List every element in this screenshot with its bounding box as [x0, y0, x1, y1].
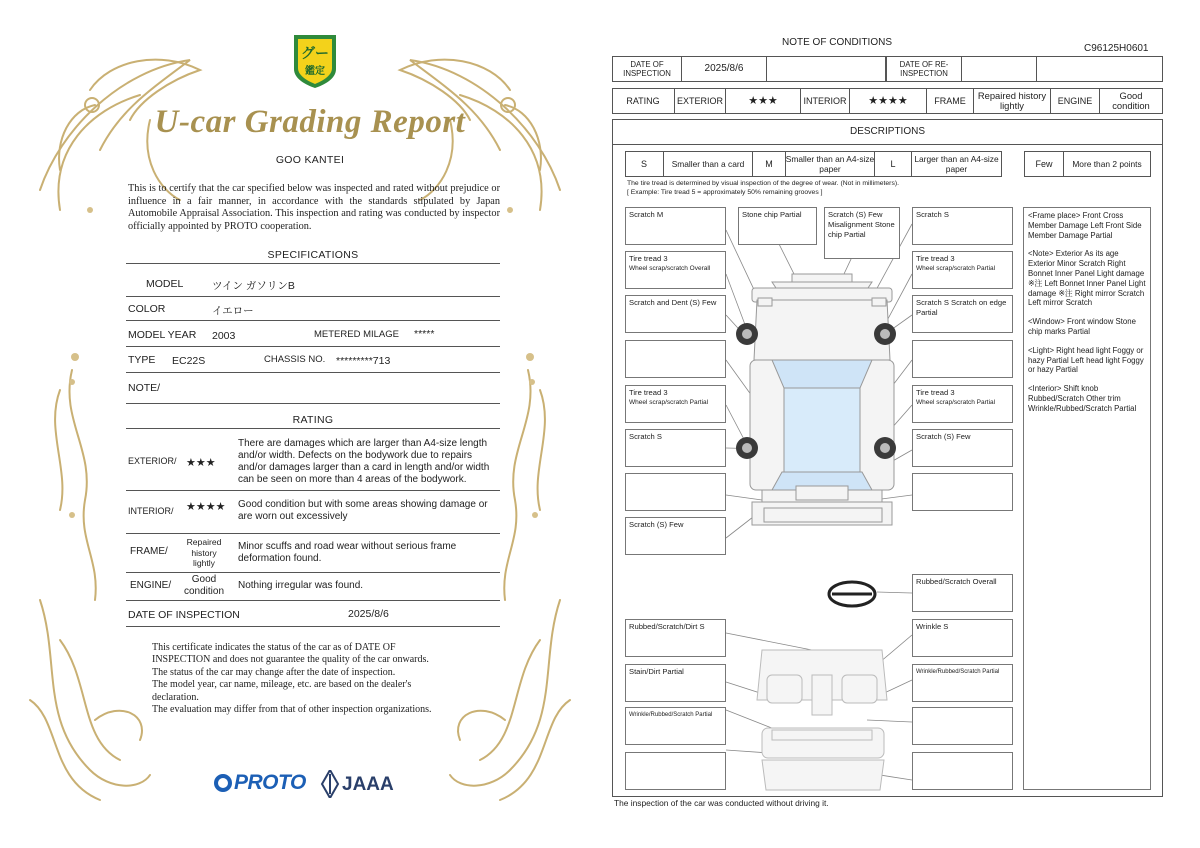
spec-row-note — [126, 372, 500, 404]
date-label: DATE OF INSPECTION — [128, 609, 240, 621]
conditions-code: C96125H0601 — [1084, 43, 1149, 54]
exterior-stars: ★★★ — [186, 457, 216, 469]
goo-kantei-badge — [288, 31, 342, 89]
label-text: Scratch and Dent (S) Few — [629, 298, 717, 307]
engine-value: Good condition — [183, 574, 225, 597]
date-value: 2025/8/6 — [348, 608, 389, 620]
rating-top-rule — [126, 427, 500, 429]
interior-stars-header: ★★★★ — [868, 94, 908, 107]
footer-line: The status of the car may change after the date of inspection. — [152, 666, 396, 678]
color-label: COLOR — [128, 303, 166, 315]
footer-line: The model year, car name, mileage, etc. are based on the dealer's — [152, 679, 412, 691]
note-label: NOTE/ — [128, 382, 161, 394]
damage-label — [824, 207, 900, 259]
chassis-label: CHASSIS NO. — [264, 354, 326, 365]
certificate-intro: This is to certify that the car specified below was inspected and rated without prejudice or influence in a fair manner, in accordance with the standards stipulated by Japan Automobile Appraisal Association. This inspection and rating was conducted by inspector officially appointed by PROTO cooperation. — [128, 183, 500, 232]
desc-light: <Light> Right head light Foggy or hazy Partial Left head light Foggy or hazy Partial — [1028, 345, 1144, 375]
label-text: Scratch S — [629, 432, 662, 441]
interior-stars: ★★★★ — [186, 501, 226, 513]
rating-label: RATING — [626, 95, 660, 106]
frame-label-header: FRAME — [934, 95, 966, 106]
rating-row-date — [126, 600, 500, 627]
proto-logo-icon — [214, 774, 232, 792]
specifications-heading: SPECIFICATIONS — [267, 249, 359, 261]
damage-label — [625, 385, 726, 423]
model-label: MODEL — [146, 278, 184, 290]
metered-milage-label: METERED MILAGE — [314, 329, 399, 340]
rating-row-engine — [126, 572, 500, 601]
exterior-stars-header: ★★★ — [748, 94, 778, 107]
frame-label: FRAME/ — [130, 546, 168, 557]
legend-l-text: Larger than an A4-size paper — [914, 153, 999, 174]
legend-m: M — [765, 158, 773, 169]
date-empty-cell — [766, 56, 886, 82]
badge-text-bottom: 鑑定 — [305, 66, 325, 77]
damage-label — [912, 473, 1013, 511]
frame-value: Repaired history lightly — [186, 537, 222, 568]
color-value: イエロー — [212, 305, 254, 317]
spec-row-model-year — [126, 320, 500, 347]
footer-line: The evaluation may differ from that of other inspection organizations. — [152, 704, 432, 716]
footer-line: declaration. — [152, 691, 199, 703]
label-text: Tire tread 3 — [629, 388, 668, 397]
label-text: Tire tread 3 — [916, 388, 955, 397]
label-text: Wheel scrap/scratch Partial — [916, 265, 996, 272]
label-text: Wheel scrap/scratch Overall — [629, 265, 711, 272]
engine-value-header: Good condition — [1112, 89, 1150, 111]
label-text: Wrinkle S — [916, 622, 949, 631]
descriptions-panel — [1023, 207, 1151, 790]
spec-row-model — [126, 272, 500, 297]
reinspection-label: DATE OF RE-INSPECTION — [899, 60, 949, 78]
label-text: Scratch S — [916, 210, 949, 219]
exterior-description: There are damages which are larger than A4-size length and/or width. Defects on the bodywork due to repairs and/or damages larger than a card in length and/or width can be seen on more than 4 areas of the bodywork. — [238, 438, 490, 485]
label-text: Tire tread 3 — [629, 254, 668, 263]
jaaa-logo: JAAA — [342, 774, 394, 795]
rating-row-exterior — [126, 436, 500, 491]
tire-note-2: [ Example: Tire tread 5 = approximately 50% remaining grooves ] — [627, 189, 823, 196]
damage-label — [912, 207, 1013, 245]
chassis-value: *********713 — [336, 355, 391, 367]
model-value: ツイン ガソリンB — [212, 280, 295, 292]
desc-frame-place: <Frame place> Front Cross Member Damage Left Front Side Member Damage Partial — [1028, 211, 1142, 240]
conditions-title: NOTE OF CONDITIONS — [782, 37, 892, 48]
spec-top-rule — [126, 262, 500, 264]
report-title: U-car Grading Report — [154, 104, 466, 140]
damage-label — [912, 707, 1013, 745]
legend-few: Few — [1035, 158, 1053, 169]
footer-line: INSPECTION and does not guarantee the quality of the car onwards. — [152, 654, 429, 666]
badge-text-top: グー — [301, 45, 329, 61]
damage-label — [625, 752, 726, 790]
damage-label — [912, 340, 1013, 378]
date-of-inspection-label: DATE OF INSPECTION — [623, 60, 671, 78]
type-value: EC22S — [172, 355, 206, 367]
legend-s-text: Smaller than a card — [671, 158, 745, 169]
interior-label-header: INTERIOR — [803, 95, 847, 106]
type-label: TYPE — [128, 354, 156, 366]
model-year-value: 2003 — [212, 330, 236, 342]
tire-note-1: The tire tread is determined by visual inspection of the degree of wear. (Not in millimeters). — [627, 180, 899, 187]
footer-line: This certificate indicates the status of the car as of DATE OF — [152, 642, 396, 653]
damage-label — [912, 429, 1013, 467]
model-year-label: MODEL YEAR — [128, 329, 197, 341]
rating-row-frame — [126, 533, 500, 573]
date-of-inspection-value: 2025/8/6 — [704, 62, 744, 74]
engine-description: Nothing irregular was found. — [238, 580, 364, 591]
rating-heading: RATING — [292, 414, 334, 426]
damage-label — [912, 251, 1013, 289]
damage-label — [625, 473, 726, 511]
label-text: Rubbed/Scratch/Dirt S — [629, 622, 705, 631]
frame-value-header: Repaired history lightly — [977, 89, 1047, 111]
reinspection-empty-cell — [1036, 56, 1163, 82]
damage-label — [625, 707, 726, 745]
conditions-footer: The inspection of the car was conducted without driving it. — [614, 798, 829, 808]
damage-label — [912, 619, 1013, 657]
label-text: Wrinkle/Rubbed/Scratch Partial — [629, 712, 713, 718]
label-text: Stain/Dirt Partial — [629, 667, 684, 676]
label-text: Scratch S Scratch on edge Partial — [916, 298, 1007, 317]
label-text: Scratch M — [629, 210, 664, 219]
exterior-label: EXTERIOR/ — [128, 456, 177, 466]
label-text: Wrinkle/Rubbed/Scratch Partial — [916, 669, 1000, 675]
damage-label — [912, 295, 1013, 333]
damage-label — [625, 664, 726, 702]
damage-label — [625, 517, 726, 555]
damage-label — [625, 340, 726, 378]
engine-label: ENGINE/ — [130, 580, 172, 591]
damage-label — [912, 385, 1013, 423]
spec-row-color — [126, 296, 500, 321]
certificate-footer — [152, 642, 482, 716]
rating-row-interior — [126, 490, 500, 534]
damage-label — [912, 574, 1013, 612]
legend-l: L — [890, 158, 896, 169]
legend-few-text: More than 2 points — [1072, 158, 1142, 169]
metered-milage-value: ***** — [414, 328, 435, 340]
damage-label — [738, 207, 817, 245]
exterior-label-header: EXTERIOR — [676, 95, 723, 106]
interior-description: Good condition but with some areas showing damage or are worn out excessively — [238, 499, 488, 522]
label-text: Wheel scrap/scratch Partial — [629, 399, 709, 406]
proto-logo: PROTO — [234, 771, 306, 794]
label-text: Tire tread 3 — [916, 254, 955, 263]
label-text: Wheel scrap/scratch Partial — [916, 399, 996, 406]
label-text: Scratch (S) Few — [916, 432, 971, 441]
damage-label — [912, 752, 1013, 790]
desc-note: <Note> Exterior As its age Exterior Minor Scratch Right Bonnet Inner Panel Light damage ※注 Left Bonnet Inner Panel Light damage ※注 Right mirror Scratch Left mirror Scratch — [1028, 249, 1146, 308]
label-text: Rubbed/Scratch Overall — [916, 577, 997, 586]
descriptions-heading: DESCRIPTIONS — [849, 125, 925, 137]
label-text: Scratch (S) Few Misalignment Stone chip Partial — [828, 210, 895, 239]
spec-row-type — [126, 346, 500, 373]
report-subtitle: GOO KANTEI — [275, 154, 345, 166]
frame-description: Minor scuffs and road wear without serious frame deformation found. — [238, 541, 457, 564]
label-text: Scratch (S) Few — [629, 520, 684, 529]
damage-label — [625, 207, 726, 245]
legend-m-text: Smaller than an A4-size paper — [785, 153, 875, 174]
jaaa-logo-icon — [320, 770, 340, 798]
damage-label — [625, 429, 726, 467]
interior-label: INTERIOR/ — [128, 506, 174, 516]
damage-label — [625, 295, 726, 333]
desc-window: <Window> Front window Stone chip marks Partial — [1028, 317, 1136, 336]
desc-interior: <Interior> Shift knob Rubbed/Scratch Other trim Wrinkle/Rubbed/Scratch Partial — [1028, 384, 1137, 413]
engine-label-header: ENGINE — [1057, 95, 1093, 106]
damage-label — [912, 664, 1013, 702]
label-text: Stone chip Partial — [742, 210, 802, 219]
damage-label — [625, 619, 726, 657]
legend-s: S — [640, 158, 647, 169]
damage-label — [625, 251, 726, 289]
